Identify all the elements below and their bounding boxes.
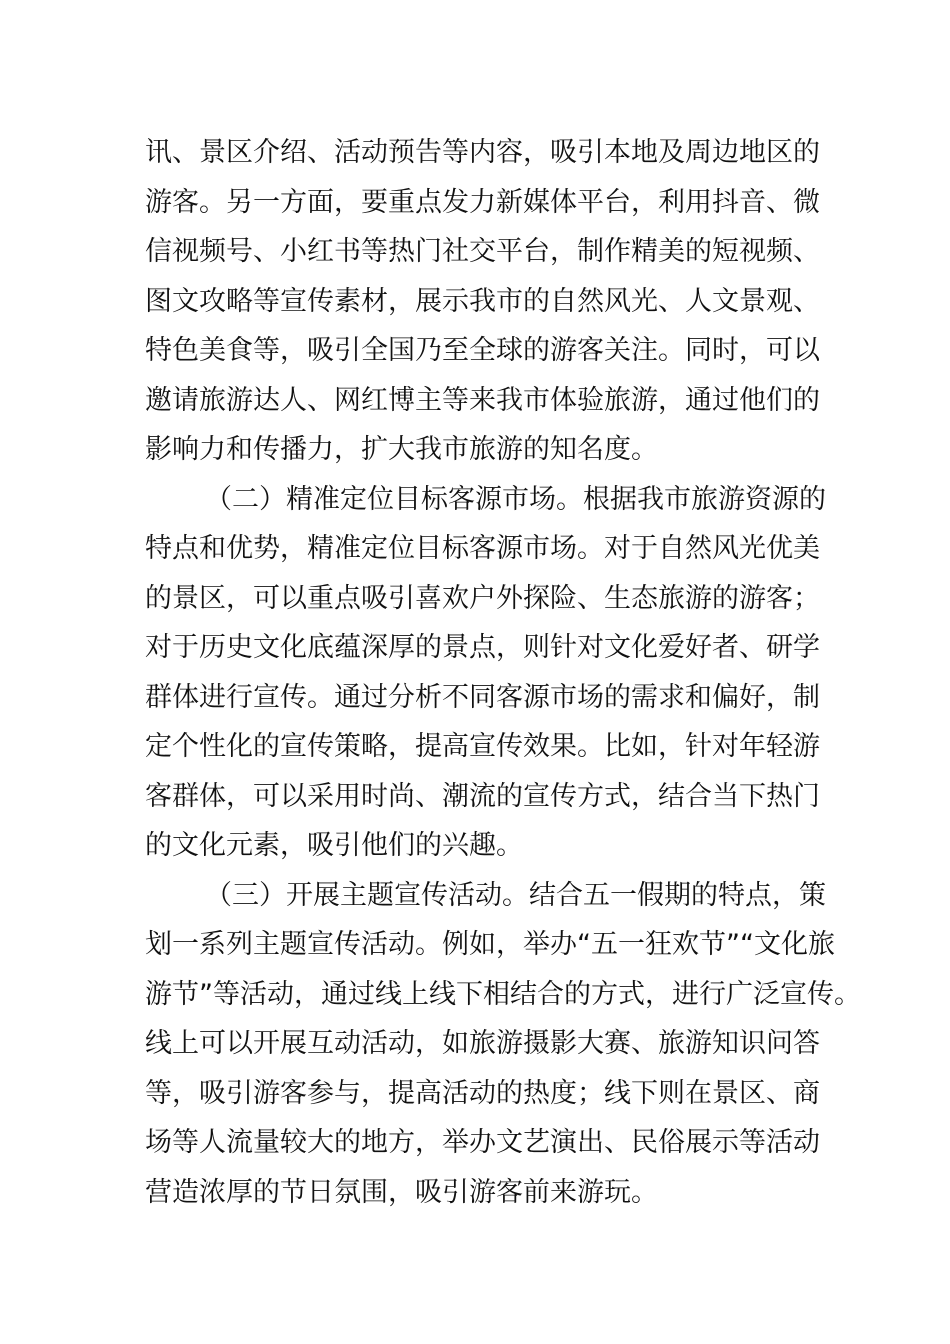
text-line: 线上可以开展互动活动，如旅游摄影大赛、旅游知识问答 — [145, 1028, 820, 1059]
paragraph-target-market — [145, 475, 835, 871]
text-line: 图文攻略等宣传素材，展示我市的自然风光、人文景观、 — [145, 285, 820, 317]
text-line: 客群体，可以采用时尚、潮流的宣传方式，结合当下热门 — [145, 780, 820, 812]
text-line: 定个性化的宣传策略，提高宣传效果。比如，针对年轻游 — [145, 731, 820, 762]
text-line: （二）精准定位目标客源市场。根据我市旅游资源的 — [205, 483, 826, 515]
text-line: 讯、景区介绍、活动预告等内容，吸引本地及周边地区的 — [145, 137, 820, 168]
text-line: 影响力和传播力，扩大我市旅游的知名度。 — [145, 434, 658, 465]
text-line: 营造浓厚的节日氛围，吸引游客前来游玩。 — [145, 1176, 658, 1208]
text-line: 信视频号、小红书等热门社交平台，制作精美的短视频、 — [145, 236, 820, 267]
text-line: 划一系列主题宣传活动。例如，举办“五一狂欢节”“文化旅 — [145, 929, 835, 960]
text-line: （三）开展主题宣传活动。结合五一假期的特点，策 — [205, 879, 826, 911]
text-line: 邀请旅游达人、网红博主等来我市体验旅游，通过他们的 — [145, 384, 820, 416]
text-line: 游节”等活动，通过线上线下相结合的方式，进行广泛宣传。 — [145, 978, 861, 1010]
text-line: 对于历史文化底蕴深厚的景点，则针对文化爱好者、研学 — [145, 632, 820, 663]
text-line: 群体进行宣传。通过分析不同客源市场的需求和偏好，制 — [145, 681, 820, 713]
text-line: 游客。另一方面，要重点发力新媒体平台，利用抖音、微 — [145, 186, 820, 218]
text-line: 场等人流量较大的地方，举办文艺演出、民俗展示等活动 — [145, 1127, 820, 1158]
text-line: 特色美食等，吸引全国乃至全球的游客关注。同时，可以 — [145, 335, 820, 366]
text-line: 特点和优势，精准定位目标客源市场。对于自然风光优美 — [145, 533, 820, 564]
text-line: 的文化元素，吸引他们的兴趣。 — [145, 830, 523, 861]
paragraph-promotion-channels — [145, 128, 835, 475]
paragraph-theme-activities — [145, 871, 861, 1218]
document-body — [145, 128, 861, 1217]
text-line: 的景区，可以重点吸引喜欢户外探险、生态旅游的游客； — [145, 582, 820, 614]
text-line: 等，吸引游客参与，提高活动的热度；线下则在景区、商 — [145, 1077, 820, 1109]
